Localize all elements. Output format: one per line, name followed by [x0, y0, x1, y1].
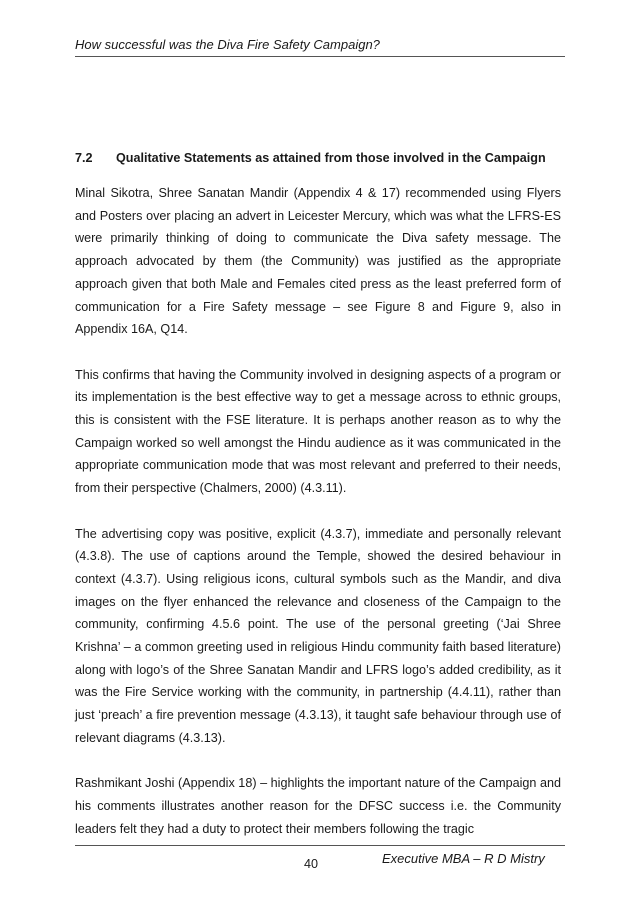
section-title: Qualitative Statements as attained from those involved in the Campaign: [116, 151, 546, 165]
paragraph: This confirms that having the Community involved in designing aspects of a program or its implementation is the best effective way to get a message across to ethnic groups, this is consistent with the FSE literature. It is perhaps another reason as to why the Campaign worked so well amongst the Hindu audience as it was communicated in the appropriate communication mode that was most relevant and preferred to their needs, from their perspective (Chalmers, 2000) (4.3.11).: [75, 367, 561, 496]
header-divider: [75, 56, 565, 57]
footer-divider: [75, 845, 565, 846]
section-number: 7.2: [75, 151, 93, 165]
paragraph: Rashmikant Joshi (Appendix 18) – highlights the important nature of the Campaign and his comments illustrates another reason for the DFSC success i.e. the Community leaders felt they had a duty to protect their members following the tragic: [75, 776, 561, 836]
paragraph: The advertising copy was positive, explicit (4.3.7), immediate and personally relevant (4.3.8). The use of captions around the Temple, showed the desired behaviour in context (4.3.7). Using religious icons, cultural symbols such as the Mandir, and diva images on the flyer enhanced the relevance and closeness of the Campaign to the community, confirming 4.5.6 point. The use of the personal greeting (‘Jai Shree Krishna’ – a common greeting used in religious Hindu community faith based literature) along with logo’s of the Shree Sanatan Mandir and LFRS logo’s added credibility, as it was the Fire Service working with the community, in partnership (4.4.11), rather than just ‘preach’ a fire prevention message (4.3.13), it taught safe behaviour through use of relevant diagrams (4.3.13).: [75, 526, 561, 745]
section-heading: [75, 151, 546, 165]
footer-author: Executive MBA – R D Mistry: [382, 851, 545, 866]
page-number: 40: [304, 857, 319, 871]
body-text: [75, 182, 561, 840]
paragraph: Minal Sikotra, Shree Sanatan Mandir (Appendix 4 & 17) recommended using Flyers and Posters over placing an advert in Leicester Mercury, which was what the LFRS-ES were primarily thinking of doing to communicate the Diva safety message. The approach advocated by them (the Community) was justified as the appropriate approach given that both Male and Females cited press as the least preferred form of communication for a Fire Safety message – see Figure 8 and Figure 9, also in Appendix 16A, Q14.: [75, 186, 561, 337]
page-header-title: How successful was the Diva Fire Safety Campaign?: [75, 37, 380, 52]
